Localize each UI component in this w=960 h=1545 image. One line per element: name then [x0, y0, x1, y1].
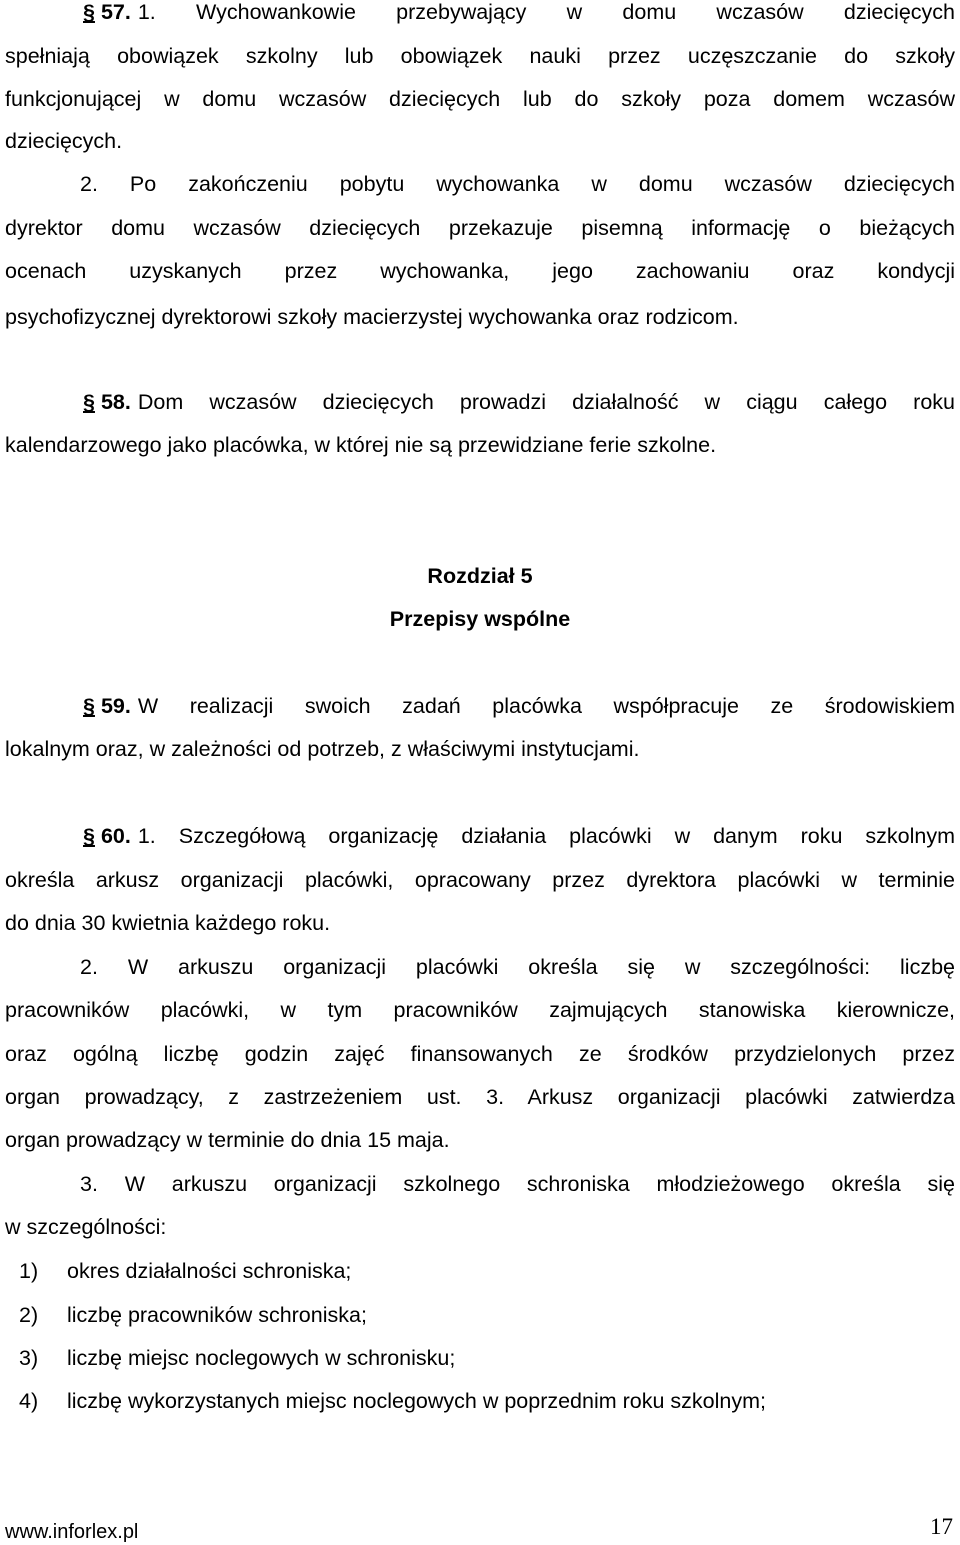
- p60-line-1: [5, 814, 955, 858]
- p60-line-5: pracowników placówki, w tym pracowników zajmujących stanowiska kierownicze,: [5, 998, 955, 1022]
- footer-url-link[interactable]: www.inforlex.pl: [5, 1521, 139, 1543]
- list-item: [5, 1336, 955, 1380]
- p58-line-2: kalendarzowego jako placówka, w której nie są przewidziane ferie szkolne.: [5, 433, 717, 457]
- section-sign: §: [83, 390, 95, 414]
- p57-line-1: [5, 0, 955, 34]
- paragraph-text: 1. Szczegółową organizację działania placówki w danym roku szkolnym: [137, 824, 955, 848]
- section-59-number: [83, 684, 131, 728]
- p57-line-8: psychofizycznej dyrektorowi szkoły macierzystej wychowanka oraz rodzicom.: [5, 305, 739, 329]
- list-item-number: 3): [19, 1346, 39, 1370]
- section-sign: §: [83, 824, 95, 848]
- p57-line-3: funkcjonującej w domu wczasów dziecięcych lub do szkoły poza domem wczasów: [5, 87, 955, 111]
- chapter-title: Przepisy wspólne: [389, 607, 571, 631]
- chapter-number: Rozdział 5: [427, 564, 533, 588]
- paragraph-text: 1. Wychowankowie przebywający w domu wczasów dziecięcych: [137, 0, 955, 24]
- list-item-number: 2): [19, 1303, 39, 1327]
- p57-line-4: dziecięcych.: [5, 129, 123, 153]
- list-item-number: 1): [19, 1259, 39, 1283]
- p60-line-2: określa arkusz organizacji placówki, opracowany przez dyrektora placówki w terminie: [5, 868, 955, 892]
- list-item: [5, 1249, 955, 1293]
- p57-line-5: 2. Po zakończeniu pobytu wychowanka w domu wczasów dziecięcych: [80, 172, 955, 196]
- list-item-text: okres działalności schroniska;: [67, 1259, 352, 1283]
- section-60-number: [83, 814, 131, 858]
- page-number: 17: [930, 1514, 953, 1539]
- section-number-text: 60.: [100, 824, 131, 848]
- p60-line-6: oraz ogólną liczbę godzin zajęć finansowanych ze środków przydzielonych przez: [5, 1042, 955, 1066]
- section-sign: §: [83, 0, 95, 24]
- section-58-number: [83, 380, 131, 424]
- p60-line-8: organ prowadzący w terminie do dnia 15 maja.: [5, 1128, 450, 1152]
- p59-line-2: lokalnym oraz, w zależności od potrzeb, z właściwymi instytucjami.: [5, 737, 640, 761]
- section-sign: §: [83, 694, 95, 718]
- p57-line-6: dyrektor domu wczasów dziecięcych przekazuje pisemną informację o bieżących: [5, 216, 955, 240]
- p60-line-3: do dnia 30 kwietnia każdego roku.: [5, 911, 331, 935]
- list-item-text: liczbę wykorzystanych miejsc noclegowych w poprzednim roku szkolnym;: [67, 1389, 767, 1413]
- p60-line-10: w szczególności:: [5, 1215, 167, 1239]
- list-item-text: liczbę miejsc noclegowych w schronisku;: [67, 1346, 456, 1370]
- section-number-text: 57.: [100, 0, 131, 24]
- p57-line-2: spełniają obowiązek szkolny lub obowiązek nauki przez uczęszczanie do szkoły: [5, 44, 955, 68]
- list-item: [5, 1293, 955, 1337]
- section-57-number: [83, 0, 131, 34]
- paragraph-text: Dom wczasów dziecięcych prowadzi działalność w ciągu całego roku: [137, 390, 955, 414]
- p59-line-1: [5, 684, 955, 728]
- p58-line-1: [5, 380, 955, 424]
- paragraph-text: W realizacji swoich zadań placówka współpracuje ze środowiskiem: [137, 694, 955, 718]
- section-number-text: 59.: [100, 694, 131, 718]
- p60-line-9: 3. W arkuszu organizacji szkolnego schroniska młodzieżowego określa się: [80, 1172, 955, 1196]
- list-item-number: 4): [19, 1389, 39, 1413]
- p57-line-7: ocenach uzyskanych przez wychowanka, jego zachowaniu oraz kondycji: [5, 259, 955, 283]
- p60-line-7: organ prowadzący, z zastrzeżeniem ust. 3. Arkusz organizacji placówki zatwierdza: [5, 1085, 955, 1109]
- p60-line-4: 2. W arkuszu organizacji placówki określa się w szczególności: liczbę: [80, 955, 955, 979]
- list-item: [5, 1379, 955, 1423]
- list-item-text: liczbę pracowników schroniska;: [67, 1303, 367, 1327]
- section-number-text: 58.: [100, 390, 131, 414]
